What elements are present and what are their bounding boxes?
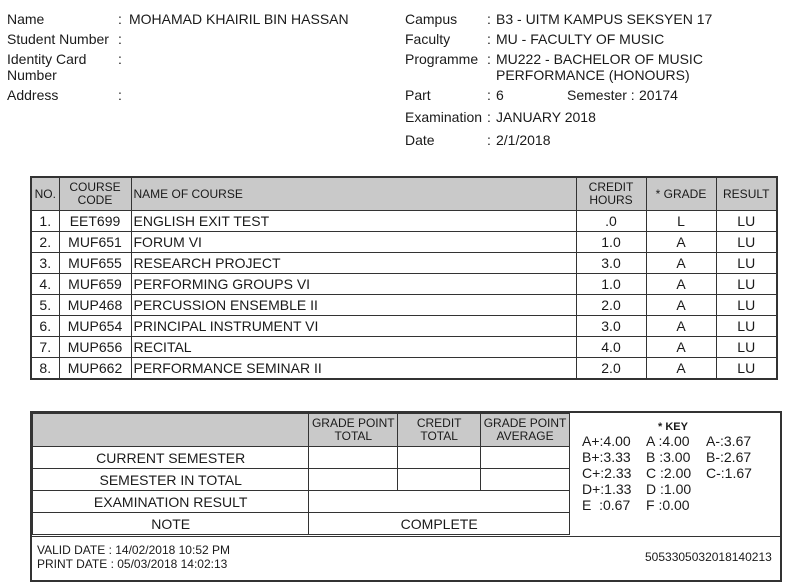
summary-row-note xyxy=(33,513,570,535)
grade-key-grid xyxy=(582,433,752,513)
identity-card-label-line1: Identity Card xyxy=(7,51,87,67)
student-number-label: Student Number xyxy=(7,31,109,47)
current-semester-credit xyxy=(398,447,481,469)
cell-course-name: ENGLISH EXIT TEST xyxy=(131,211,576,232)
cell-credit-hours: 3.0 xyxy=(576,253,646,274)
campus-label: Campus xyxy=(405,11,458,27)
cell-credit-hours: .0 xyxy=(576,211,646,232)
summary-row-examination-result xyxy=(33,491,570,513)
semester-label: Semester : xyxy=(567,87,635,103)
summary-panel xyxy=(30,411,782,582)
name-value: MOHAMAD KHAIRIL BIN HASSAN xyxy=(129,11,349,27)
key-item: D :1.00 xyxy=(646,481,692,497)
table-row xyxy=(31,337,777,358)
key-item: C+:2.33 xyxy=(582,465,632,481)
key-row xyxy=(582,465,752,481)
current-semester-gpa xyxy=(481,447,570,469)
semester-in-total-credit xyxy=(398,469,481,491)
cell-course-name: PERCUSSION ENSEMBLE II xyxy=(131,295,576,316)
key-item: A :4.00 xyxy=(646,433,690,449)
header-grade-point-average xyxy=(481,414,570,447)
note-value: COMPLETE xyxy=(309,513,570,535)
examination-value: JANUARY 2018 xyxy=(496,109,596,125)
cell-course-name: FORUM VI xyxy=(131,232,576,253)
programme-separator: : xyxy=(487,51,491,67)
cell-no: 5. xyxy=(31,295,59,316)
cell-credit-hours: 4.0 xyxy=(576,337,646,358)
cell-grade: A xyxy=(646,295,716,316)
semester-in-total-label: SEMESTER IN TOTAL xyxy=(33,469,309,491)
date-separator: : xyxy=(487,132,491,148)
note-label: NOTE xyxy=(33,513,309,535)
course-table-header-row xyxy=(31,177,777,211)
cell-course-name: PERFORMING GROUPS VI xyxy=(131,274,576,295)
cell-grade: A xyxy=(646,358,716,380)
address-separator: : xyxy=(118,87,122,103)
campus-separator: : xyxy=(487,11,491,27)
name-label: Name xyxy=(7,11,45,27)
table-row xyxy=(31,253,777,274)
table-row xyxy=(31,358,777,380)
cell-grade: A xyxy=(646,316,716,337)
key-item: A-:3.67 xyxy=(706,433,752,449)
table-row xyxy=(31,316,777,337)
date-value: 2/1/2018 xyxy=(496,132,551,148)
key-item: E :0.67 xyxy=(582,497,631,513)
part-label: Part xyxy=(405,87,431,103)
address-label: Address xyxy=(7,87,59,103)
cell-course-name: PRINCIPAL INSTRUMENT VI xyxy=(131,316,576,337)
header-grade-point-average-line2: AVERAGE xyxy=(496,429,554,443)
programme-value-line2: PERFORMANCE (HONOURS) xyxy=(496,67,690,83)
cell-result: LU xyxy=(716,358,777,380)
header-grade-point-total xyxy=(309,414,398,447)
grade-key-panel xyxy=(572,413,780,536)
cell-grade: A xyxy=(646,253,716,274)
part-value: 6 xyxy=(496,87,504,103)
cell-no: 2. xyxy=(31,232,59,253)
key-item: A+:4.00 xyxy=(582,433,631,449)
faculty-value: MU - FACULTY OF MUSIC xyxy=(496,31,665,47)
key-row xyxy=(582,433,752,449)
programme-label: Programme xyxy=(405,51,479,67)
print-date: PRINT DATE : 05/03/2018 14:02:13 xyxy=(37,557,228,571)
student-number-separator: : xyxy=(118,31,122,47)
cell-grade: L xyxy=(646,211,716,232)
cell-course-code: MUF651 xyxy=(59,232,131,253)
campus-value: B3 - UITM KAMPUS SEKSYEN 17 xyxy=(496,11,713,27)
table-row xyxy=(31,232,777,253)
examination-result-value xyxy=(309,491,570,513)
cell-no: 4. xyxy=(31,274,59,295)
programme-value-line1: MU222 - BACHELOR OF MUSIC xyxy=(496,51,703,67)
examination-separator: : xyxy=(487,109,491,125)
current-semester-label: CURRENT SEMESTER xyxy=(33,447,309,469)
key-item: B+:3.33 xyxy=(582,449,631,465)
header-credit-total-line1: CREDIT xyxy=(416,416,462,430)
cell-grade: A xyxy=(646,232,716,253)
cell-course-name: RECITAL xyxy=(131,337,576,358)
cell-course-code: MUP468 xyxy=(59,295,131,316)
cell-course-code: MUF659 xyxy=(59,274,131,295)
date-label: Date xyxy=(405,132,435,148)
cell-no: 1. xyxy=(31,211,59,232)
summary-row-current-semester xyxy=(33,447,570,469)
cell-result: LU xyxy=(716,274,777,295)
identity-card-separator: : xyxy=(118,51,122,67)
cell-result: LU xyxy=(716,295,777,316)
key-row xyxy=(582,481,752,497)
name-separator: : xyxy=(118,11,122,27)
header-course-name: NAME OF COURSE xyxy=(131,177,576,211)
cell-no: 8. xyxy=(31,358,59,380)
cell-grade: A xyxy=(646,337,716,358)
key-item: C :2.00 xyxy=(646,465,692,481)
semester-in-total-gpt xyxy=(309,469,398,491)
key-item: D+:1.33 xyxy=(582,481,632,497)
cell-no: 3. xyxy=(31,253,59,274)
footer-divider xyxy=(32,536,780,537)
semester-value: 20174 xyxy=(639,87,678,103)
key-item: B-:2.67 xyxy=(706,449,752,465)
valid-date: VALID DATE : 14/02/2018 10:52 PM xyxy=(37,543,230,557)
cell-course-code: EET699 xyxy=(59,211,131,232)
key-row xyxy=(582,449,752,465)
cell-no: 6. xyxy=(31,316,59,337)
header-grade-point-total-line1: GRADE POINT xyxy=(311,416,395,430)
header-course-code xyxy=(59,177,131,211)
cell-grade: A xyxy=(646,274,716,295)
key-item: F :0.00 xyxy=(646,497,690,513)
summary-table xyxy=(32,413,570,535)
cell-course-code: MUF655 xyxy=(59,253,131,274)
key-item: C-:1.67 xyxy=(706,465,752,481)
cell-result: LU xyxy=(716,211,777,232)
cell-credit-hours: 1.0 xyxy=(576,232,646,253)
cell-course-code: MUP654 xyxy=(59,316,131,337)
examination-result-label: EXAMINATION RESULT xyxy=(33,491,309,513)
summary-row-semester-in-total xyxy=(33,469,570,491)
cell-credit-hours: 3.0 xyxy=(576,316,646,337)
cell-course-name: PERFORMANCE SEMINAR II xyxy=(131,358,576,380)
header-no: NO. xyxy=(31,177,59,211)
part-separator: : xyxy=(487,87,491,103)
cell-result: LU xyxy=(716,316,777,337)
header-course-code-line1: COURSE xyxy=(69,180,121,194)
cell-course-name: RESEARCH PROJECT xyxy=(131,253,576,274)
header-course-code-line2: CODE xyxy=(77,193,113,207)
header-credit-hours xyxy=(576,177,646,211)
reference-number: 5053305032018140213 xyxy=(645,550,772,564)
cell-course-code: MUP656 xyxy=(59,337,131,358)
summary-header-blank xyxy=(33,414,309,447)
cell-no: 7. xyxy=(31,337,59,358)
cell-credit-hours: 2.0 xyxy=(576,358,646,380)
semester-in-total-gpa xyxy=(481,469,570,491)
header-credit-total xyxy=(398,414,481,447)
faculty-separator: : xyxy=(487,31,491,47)
key-row xyxy=(582,497,752,513)
current-semester-gpt xyxy=(309,447,398,469)
course-results-table xyxy=(30,176,778,380)
identity-card-label-line2: Number xyxy=(7,67,57,83)
header-result: RESULT xyxy=(716,177,777,211)
examination-label: Examination xyxy=(405,109,483,125)
key-title: * KEY xyxy=(658,421,688,433)
header-grade-point-average-line1: GRADE POINT xyxy=(483,416,567,430)
header-credit-hours-line1: CREDIT xyxy=(588,180,634,194)
header-grade-point-total-line2: TOTAL xyxy=(334,429,373,443)
table-row xyxy=(31,295,777,316)
table-row xyxy=(31,211,777,232)
header-credit-hours-line2: HOURS xyxy=(589,193,633,207)
cell-result: LU xyxy=(716,337,777,358)
summary-header-row xyxy=(33,414,570,447)
key-item: B :3.00 xyxy=(646,449,691,465)
cell-result: LU xyxy=(716,232,777,253)
cell-course-code: MUP662 xyxy=(59,358,131,380)
faculty-label: Faculty xyxy=(405,31,451,47)
cell-credit-hours: 1.0 xyxy=(576,274,646,295)
table-row xyxy=(31,274,777,295)
cell-result: LU xyxy=(716,253,777,274)
header-credit-total-line2: TOTAL xyxy=(420,429,458,443)
cell-credit-hours: 2.0 xyxy=(576,295,646,316)
header-grade: * GRADE xyxy=(646,177,716,211)
